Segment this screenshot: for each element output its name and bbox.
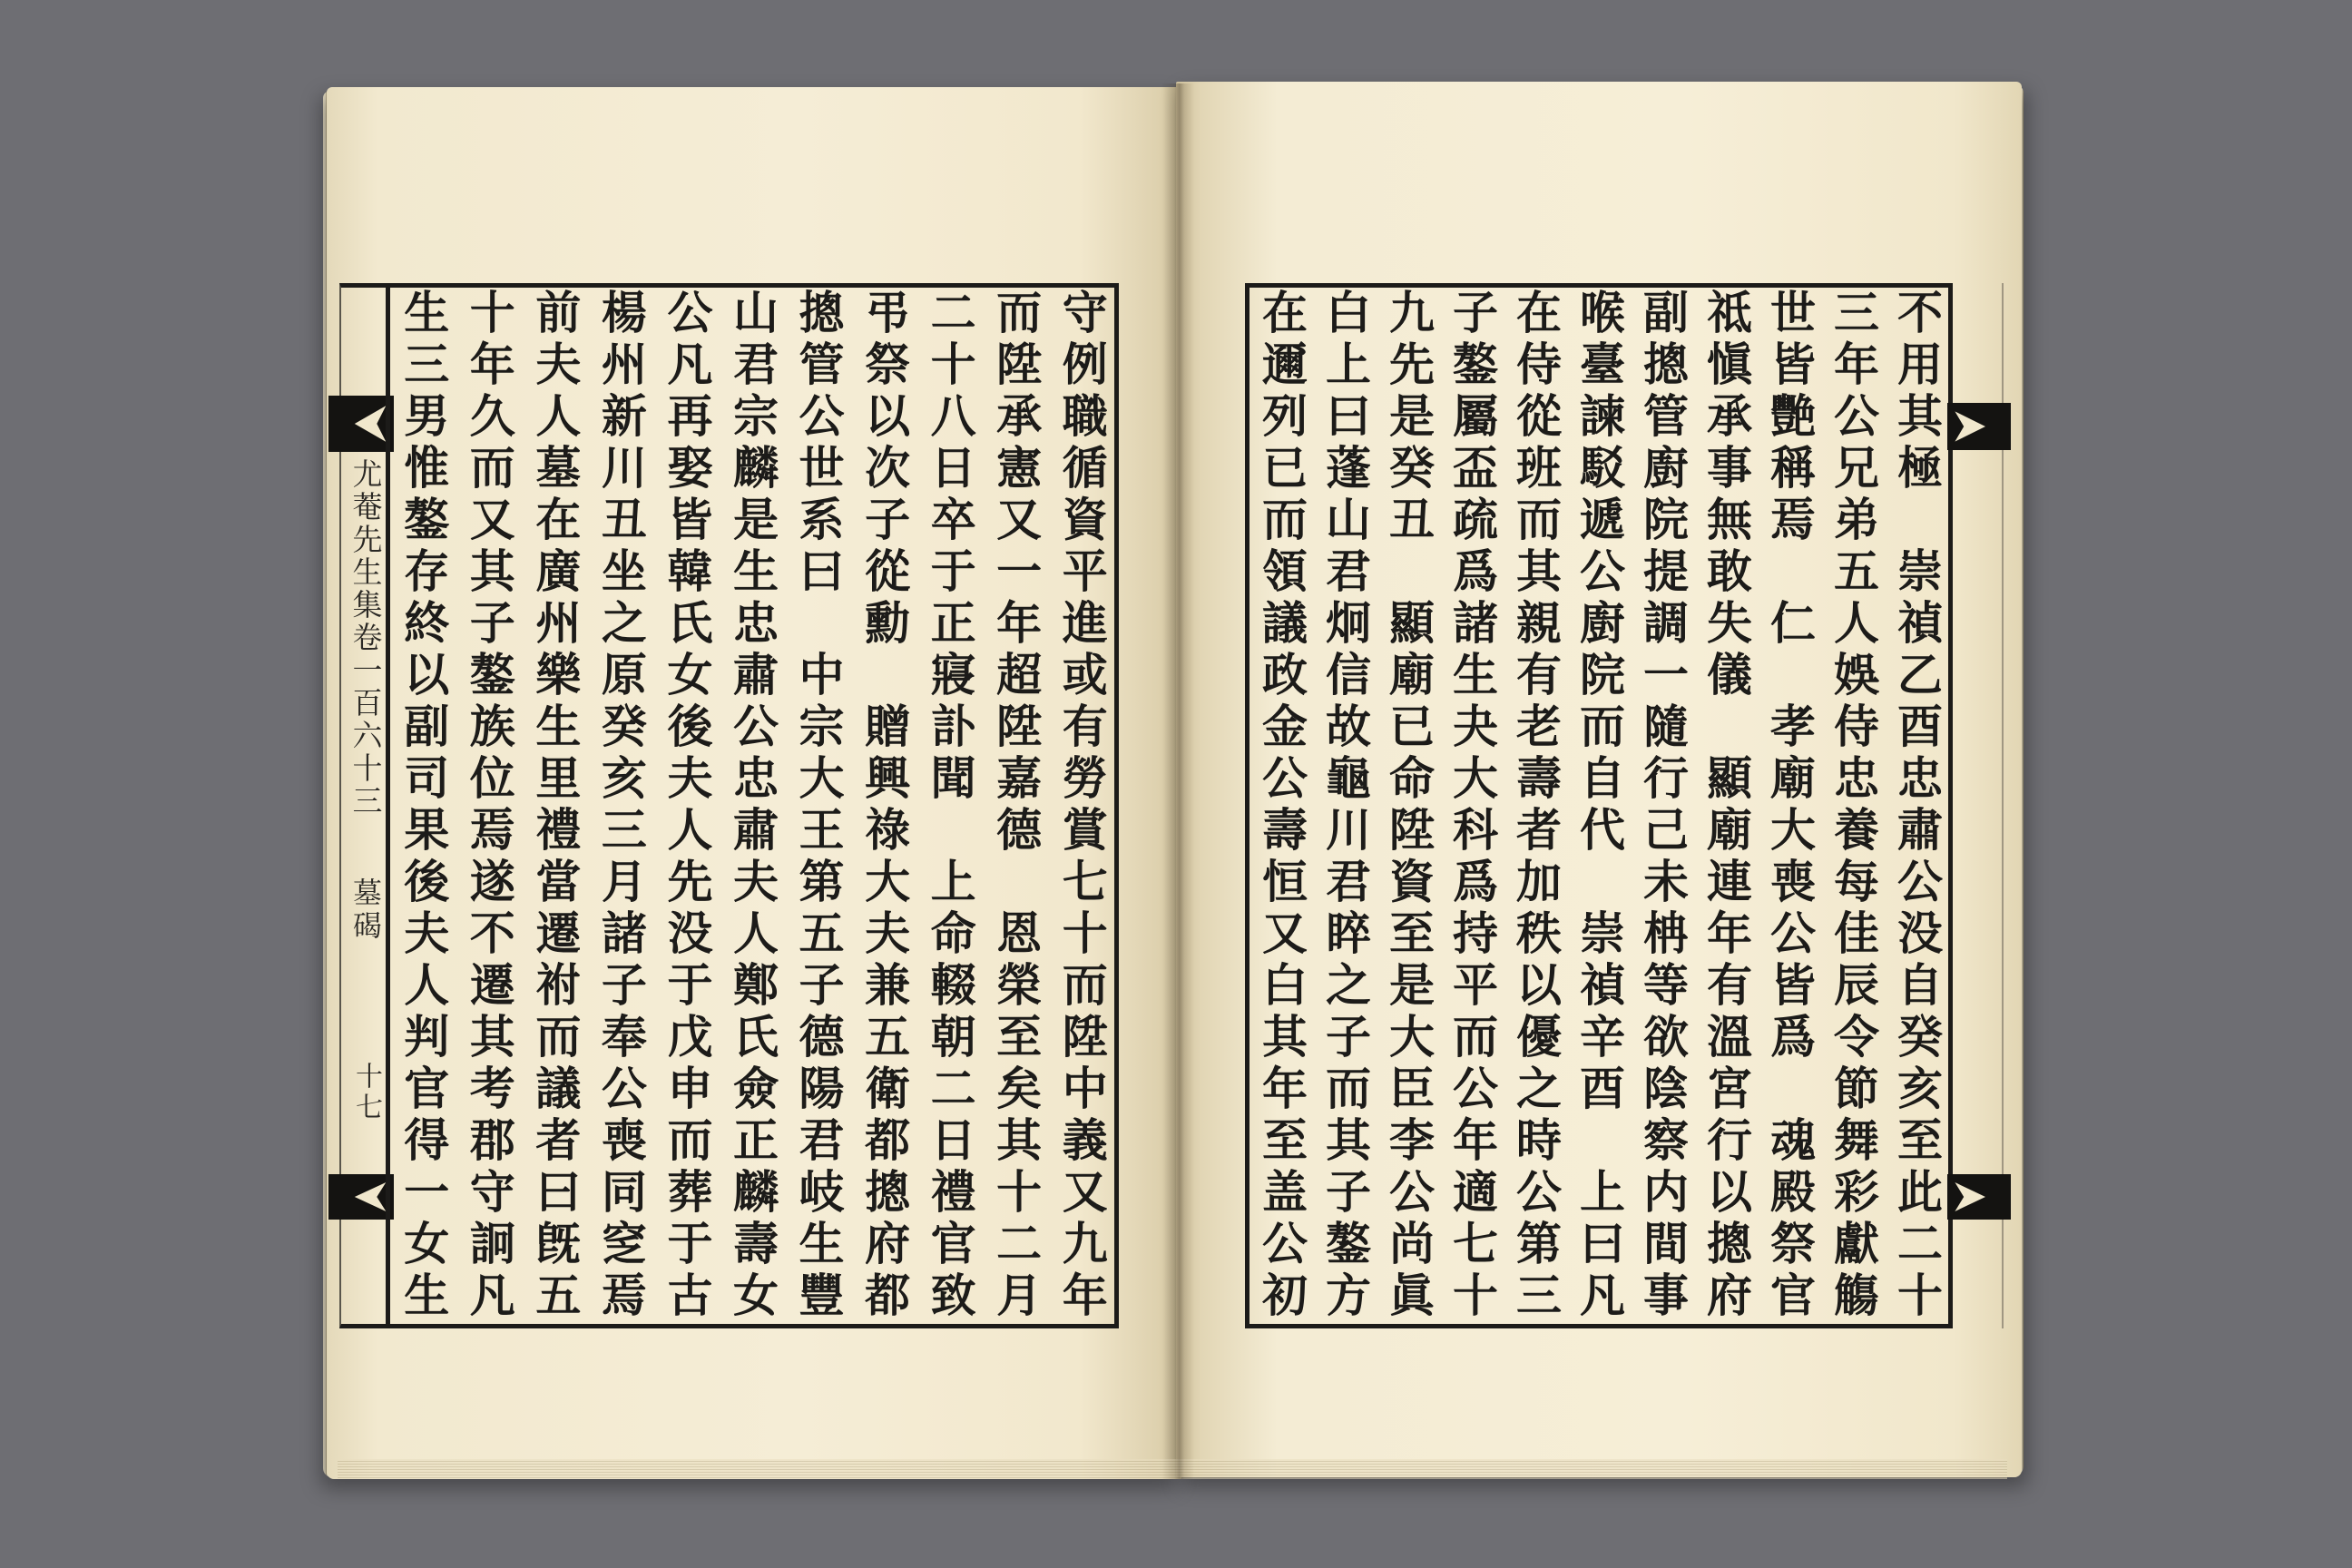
column-text: 世皆艷稱焉 仁 孝廟大喪公皆爲 魂殿祭官 [1763, 289, 1817, 1323]
fishtail-mark-bottom-left [328, 1174, 394, 1220]
right-column-6 [1567, 288, 1631, 1324]
left-column-2 [983, 288, 1049, 1324]
column-text: 楊州新川丑坐之原癸亥三月諸子奉公喪同窆焉 [593, 289, 648, 1323]
column-text: 祗愼承事無敢失儀 顯廟連年有溫宮行以摠府 [1700, 289, 1753, 1323]
column-text: 而陞承憲又一年超陞嘉德 恩榮至矣其十二月 [989, 289, 1044, 1323]
left-column-10 [456, 288, 523, 1324]
book-gutter [1161, 83, 1194, 1479]
column-text: 三年公兄弟五人娛侍忠養每佳辰令節舞彩獻觴 [1827, 289, 1880, 1323]
right-column-2 [1821, 288, 1885, 1324]
right-text-frame [1245, 283, 1953, 1328]
column-text: 子鏊屬盃疏爲諸生夬大科爲持平而公年適七十 [1446, 289, 1499, 1323]
fishtail-mark-top-right [1947, 403, 2011, 450]
left-column-1 [1048, 288, 1114, 1324]
left-column-7 [653, 288, 720, 1324]
column-text: 前夫人墓在廣州樂生里禮當遷祔而議者曰旣五 [528, 289, 583, 1323]
column-text: 在侍從班而其親有老壽者加秩以優之時公第三 [1509, 289, 1563, 1323]
column-text: 弔祭以次子從勳 贈興祿大夫兼五衛都摠府都 [858, 289, 912, 1323]
column-text: 副摠管廚院提調一隨行己未柟等欲陰察内間事 [1636, 289, 1690, 1323]
leaf-number: 十七 [350, 1062, 382, 1123]
column-text: 生三男惟鏊存終以副司果後夫人判官得一女生 [397, 289, 451, 1323]
right-column-5 [1631, 288, 1694, 1324]
column-text: 守例職循資平進或有勞賞七十而陞中義又九年 [1054, 289, 1109, 1323]
book-title: 尤菴先生集卷一百六十三 [348, 458, 384, 818]
right-column-11 [1250, 288, 1313, 1324]
right-column-10 [1313, 288, 1377, 1324]
left-text-frame [386, 283, 1119, 1328]
column-text: 白上曰蓬山君炯信故龜川君睟之子而其子鏊方 [1318, 289, 1372, 1323]
fishtail-mark-top-left [328, 396, 394, 452]
left-column-11 [390, 288, 456, 1324]
right-column-3 [1758, 288, 1821, 1324]
column-text: 喉臺諫駁遞公廚院而自代 崇禎辛酉 上曰凡 [1573, 289, 1626, 1323]
right-column-9 [1377, 288, 1440, 1324]
column-text: 在邇列已而領議政金公壽恒又白其年至盖公初 [1255, 289, 1308, 1323]
column-text: 十年久而又其子鏊族位焉遂不遷其考郡守詗凡 [462, 289, 516, 1323]
left-column-5 [785, 288, 851, 1324]
right-column-8 [1440, 288, 1504, 1324]
section-label: 墓碣 [348, 877, 383, 943]
column-text: 二十八日卒于正寢訃聞 上命輟朝二日禮官致 [923, 289, 977, 1323]
left-column-6 [720, 288, 786, 1324]
column-text: 九先是癸丑 顯廟已命陞資至是大臣李公尚眞 [1382, 289, 1436, 1323]
column-text: 摠管公世系曰 中宗大王第五子德陽君岐生豐 [791, 289, 846, 1323]
column-text: 公凡再娶皆韓氏女後夫人先没于戊申而葬于古 [660, 289, 714, 1323]
left-column-8 [588, 288, 654, 1324]
column-text: 不用其極 崇禎乙酉忠肅公没自癸亥至此二十 [1890, 289, 1944, 1323]
left-column-4 [851, 288, 917, 1324]
right-column-7 [1504, 288, 1567, 1324]
left-column-3 [916, 288, 983, 1324]
right-column-4 [1694, 288, 1758, 1324]
right-column-1 [1885, 288, 1948, 1324]
left-column-9 [522, 288, 588, 1324]
column-text: 山君宗麟是生忠肅公忠肅夫人鄭氏僉正麟壽女 [725, 289, 779, 1323]
fishtail-mark-bottom-right [1947, 1174, 2011, 1220]
